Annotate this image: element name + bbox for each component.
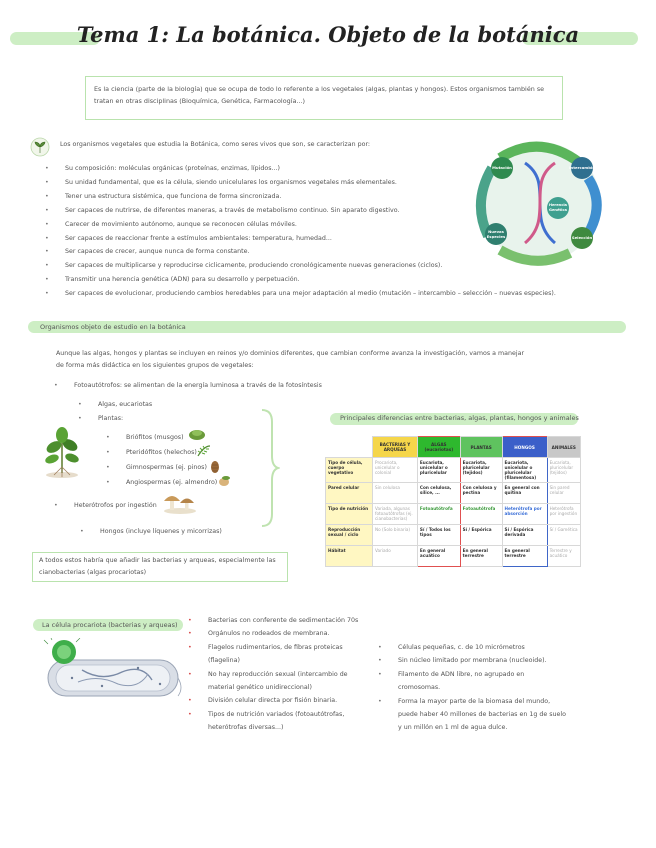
list-item: • Hongos (incluye líquenes y micorrizas) — [80, 525, 280, 539]
characteristics-intro: Los organismos vegetales que estudia la Botánica, como seres vivos que son, se caracterizan por: — [60, 141, 371, 148]
list-item: • Bacterias con conferente de sedimentación 70s — [188, 614, 364, 627]
list-item: • Ser capaces de nutrirse, de diferentes maneras, a través de metabolismo continuo. Sin aparato digestivo. — [45, 204, 585, 218]
plant-groups — [106, 430, 266, 490]
almond-icon — [217, 473, 231, 487]
cycle-label: Selección — [571, 235, 593, 240]
table-row: Hábitat Variado En general acuático En general terrestre En general terrestre Terrestre y acuático — [326, 546, 581, 567]
list-item: • Plantas: — [78, 412, 278, 426]
list-item: • Fotoautótrofos: se alimentan de la energía luminosa a través de la fotosíntesis — [54, 379, 354, 393]
list-item: • Tipos de nutrición variados (fotoautótrofas, heterótrofas diversas...) — [188, 708, 364, 735]
phototroph-list — [54, 379, 354, 393]
fungi-list — [80, 525, 280, 539]
bacteria-note: A todos estos habría que añadir las bacterias y arqueas, especialmente las cianobacterias (algas procariotas) — [32, 552, 288, 582]
list-item: • Heterótrofos por ingestión — [54, 499, 254, 513]
heterotroph-list — [54, 499, 254, 513]
moss-icon — [188, 425, 206, 437]
list-item: • Ser capaces de crecer, aunque nunca de forma constante. — [45, 245, 585, 259]
cycle-label: Mutación — [492, 165, 512, 170]
organisms-section-label: Organismos objeto de estudio en la botánica — [40, 323, 186, 331]
list-item: • Carecer de movimiento autónomo, aunque se reconocen células móviles. — [45, 218, 585, 232]
cycle-label: Herencia Genética — [548, 203, 567, 212]
list-item: • Su unidad fundamental, que es la célula, siendo unicelulares los organismos vegetales más elementales. — [45, 176, 585, 190]
list-item: • Angiospermas (ej. almendro) — [106, 475, 266, 490]
cycle-label: Intercambio — [569, 165, 595, 170]
column-header: PLANTAS — [460, 437, 502, 458]
list-item: • Algas, eucariotas — [78, 398, 278, 412]
column-header: HONGOS — [502, 437, 547, 458]
list-item: • Transmitir una herencia genética (ADN) para su desarrollo y perpetuación. — [45, 273, 585, 287]
list-item: • Filamento de ADN libre, no agrupado en cromosomas. — [378, 668, 568, 695]
mushroom-illustration — [162, 490, 198, 514]
fern-icon — [196, 443, 212, 457]
list-item: • Orgánulos no rodeados de membrana. — [188, 627, 364, 640]
list-item: • Briófitos (musgos) — [106, 430, 266, 445]
pine-icon — [208, 459, 222, 473]
cycle-label: Nuevas Especies — [486, 229, 506, 239]
list-item: • Sin núcleo limitado por membrana (nucleoide). — [378, 654, 568, 667]
comparison-table — [325, 436, 581, 567]
table-title: Principales diferencias entre bacterias, algas, plantas, hongos y animales — [340, 414, 579, 422]
table-row: Reproducción sexual / ciclo No (Solo binaria) Sí / Todos los tipos Sí / Espórica Sí / Espórica derivada Sí / Gamética — [326, 525, 581, 546]
prokaryote-list-2 — [378, 641, 568, 735]
list-item: • Ser capaces de evolucionar, produciendo cambios heredables para una mejor adaptación al medio (mutación – intercambio – selección – nuevas especies). — [45, 287, 585, 301]
table-row: Tipo de célula, cuerpo vegetativo Procariota, unicelular o colonial Eucariota, unicelular o pluricelular Eucariota, pluricelular (tejidos) Eucariota, unicelular o pluricelular (filamentosa) Eucariota, pluricelular (tejidos) — [326, 458, 581, 483]
brace-decoration — [258, 408, 280, 528]
column-header: BACTERIAS Y ARQUEAS — [373, 437, 418, 458]
evolution-cycle-diagram — [470, 138, 610, 266]
list-item: • Pteridófitos (helechos) — [106, 445, 266, 460]
list-item: • No hay reproducción sexual (intercambio de material genético unidireccional) — [188, 668, 364, 695]
plant-logo-icon — [30, 137, 50, 157]
prokaryote-label: La célula procariota (bacterias y arqueas) — [42, 621, 178, 629]
definition-box: Es la ciencia (parte de la biología) que se ocupa de todo lo referente a los vegetales (algas, plantas y hongos). Estos organismos también se tratan en otras disciplinas (Bioquímica, Genética, Farmacología...) — [85, 76, 563, 120]
table-row: Tipo de nutrición Variada, algunas fotoautótrofas (ej. cianobacterias) Fotoautótrofa Fotoautótrofa Heterótrofa por absorción Heterótrofa por ingestión — [326, 504, 581, 525]
list-item: • Flagelos rudimentarios, de fibras proteicas (flagelina) — [188, 641, 364, 668]
prokaryote-list-1 — [188, 614, 364, 735]
page-title: Tema 1: La botánica. Objeto de la botánica — [76, 22, 580, 47]
list-item: • Forma la mayor parte de la biomasa del mundo, puede haber 40 millones de bacterias en 1g de suelo y un millón en 1 ml de agua dulce. — [378, 695, 568, 735]
phototroph-groups — [78, 398, 278, 425]
prokaryote-cell-illustration — [42, 638, 184, 702]
plant-illustration — [40, 425, 84, 479]
list-item: • Su composición: moléculas orgánicas (proteínas, enzimas, lípidos...) — [45, 162, 585, 176]
column-header: ALGAS (eucariotas) — [417, 437, 460, 458]
list-item: • Ser capaces de multiplicarse y reproducirse ciclicamente, produciendo cronológicamente nuevas generaciones (ciclos). — [45, 259, 585, 273]
list-item: • División celular directa por fisión binaria. — [188, 694, 364, 707]
list-item: • Ser capaces de reaccionar frente a estímulos ambientales: temperatura, humedad... — [45, 232, 585, 246]
list-item: • Tener una estructura sistémica, que funciona de forma sincronizada. — [45, 190, 585, 204]
list-item: • Gimnospermas (ej. pinos) — [106, 460, 266, 475]
column-header: ANIMALES — [547, 437, 580, 458]
table-row: Pared celular Sin celulosa Con celulosa, sílice, ... Con celulosa y pectina En general con quitina Sin pared celular — [326, 483, 581, 504]
organisms-intro: Aunque las algas, hongos y plantas se incluyen en reinos y/o dominios diferentes, que cambian conforme avanza la investigación, vamos a manejar de forma más didáctica en los siguientes grupos de vegetales: — [56, 350, 525, 369]
table-corner — [326, 437, 373, 458]
list-item: • Células pequeñas, c. de 10 micrómetros — [378, 641, 568, 654]
